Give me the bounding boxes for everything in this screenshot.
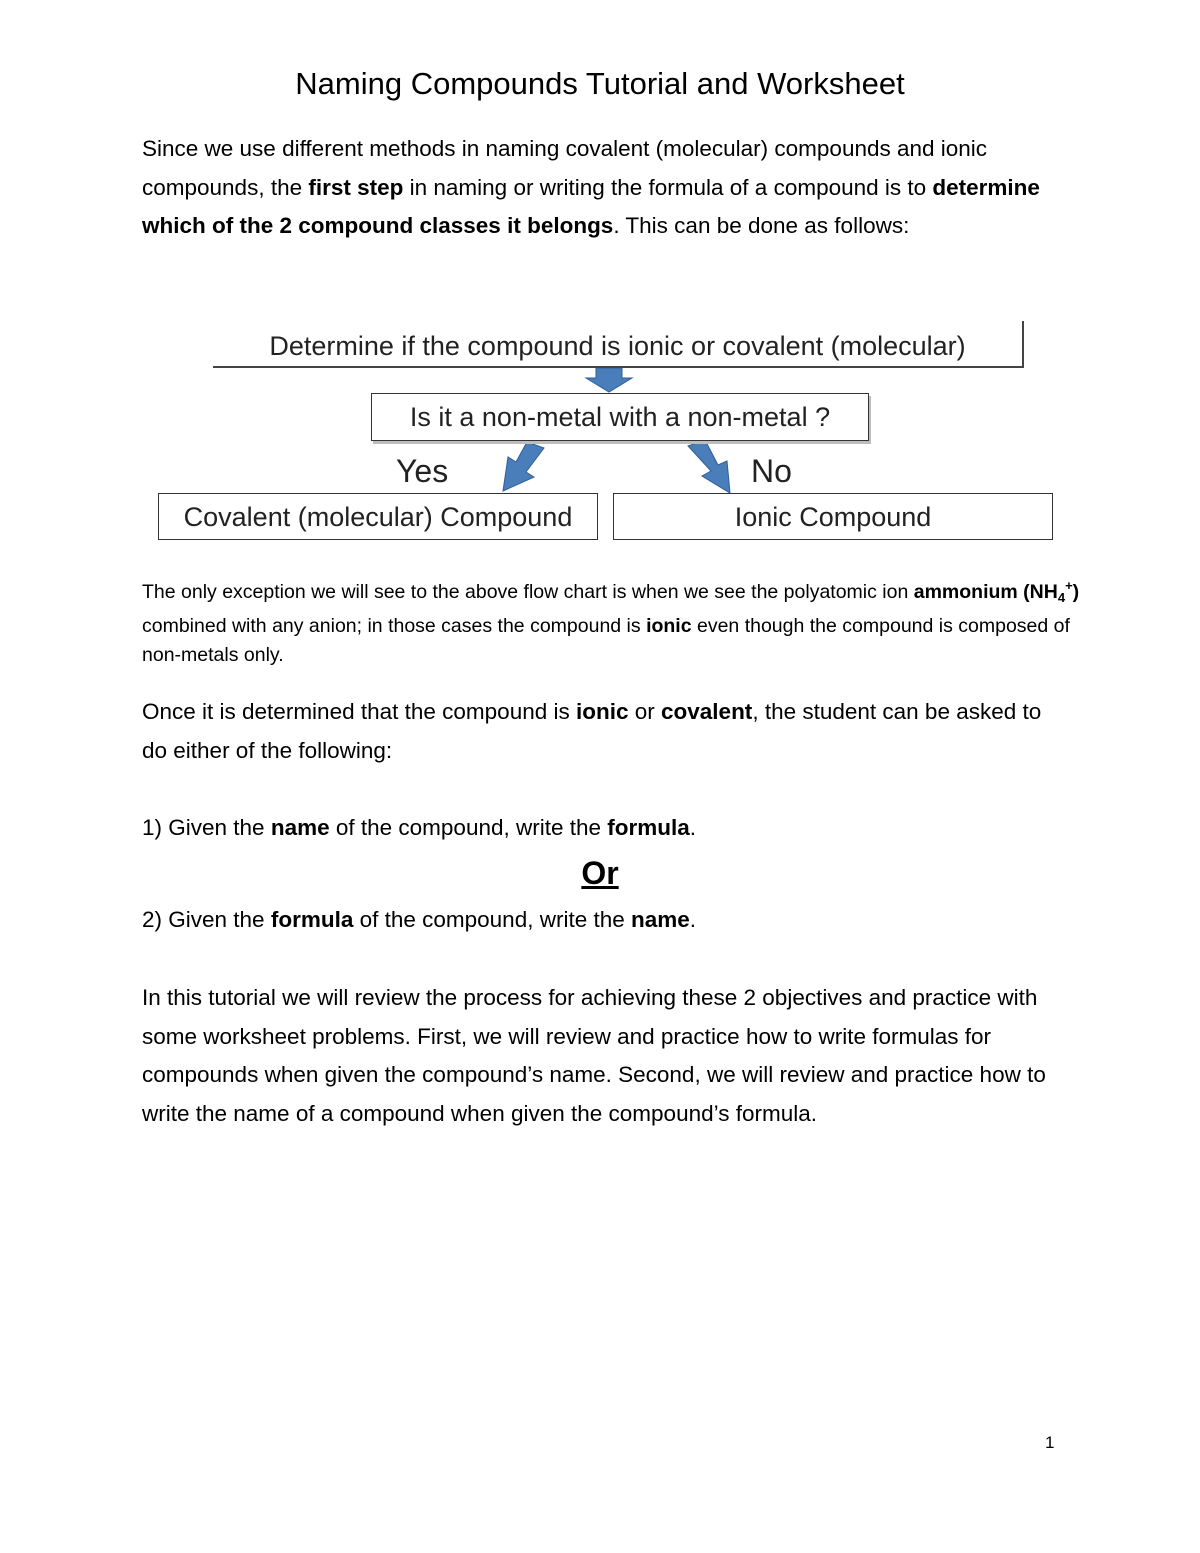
page-title: Naming Compounds Tutorial and Worksheet xyxy=(295,66,905,101)
closing-paragraph: In this tutorial we will review the process for achieving these 2 objectives and practice with some worksheet problems. First, we will review and practice how to write formulas for compounds when given the compound’s name. Second, we will review and practice how to write the name of a compound when given the compound’s formula. xyxy=(142,985,1046,1126)
intro-bold-1: first step xyxy=(308,174,404,200)
objective-2-bold-2: name xyxy=(631,907,690,932)
once-text-2: or xyxy=(628,699,662,724)
yes-arrow-icon xyxy=(503,442,544,491)
objective-2 xyxy=(142,903,696,937)
down-arrow-icon xyxy=(586,368,632,392)
exception-text-2: combined with any anion; in those cases the compound is xyxy=(142,615,647,637)
objective-1-text-2: of the compound, write the xyxy=(329,815,608,840)
once-text-1: Once it is determined that the compound is xyxy=(142,699,576,724)
objective-2-bold-1: formula xyxy=(270,907,354,932)
once-paragraph xyxy=(142,693,1072,770)
objective-1-bold-2: formula xyxy=(607,815,690,840)
exception-text-1: The only exception we will see to the above flow chart is when we see the polyatomic ion xyxy=(142,581,914,603)
exception-bold-ionic: ionic xyxy=(646,615,692,637)
exception-superscript: + xyxy=(1065,578,1073,593)
intro-bold-2: determine which of the 2 compound classes it belongs xyxy=(142,174,1040,238)
ionic-compound-box: Ionic Compound xyxy=(613,493,1053,540)
flowchart-yes-label: Yes xyxy=(396,453,449,489)
exception-bold-close: ) xyxy=(1072,581,1080,603)
objective-1 xyxy=(142,811,696,845)
exception-note xyxy=(142,571,1082,670)
objective-1-text-1: 1) Given the xyxy=(142,815,271,840)
no-arrow-icon xyxy=(688,440,730,493)
objective-2-text-1: 2) Given the xyxy=(142,907,271,932)
exception-bold-ammonium: ammonium (NH xyxy=(913,581,1058,603)
flowchart-no-label: No xyxy=(751,453,792,489)
flowchart-top-step: Determine if the compound is ionic or covalent (molecular) xyxy=(213,321,1024,368)
once-bold-ionic: ionic xyxy=(575,699,629,724)
objective-1-bold-1: name xyxy=(270,815,330,840)
page-number: 1 xyxy=(1045,1433,1055,1452)
exception-subscript: 4 xyxy=(1057,590,1066,605)
objective-1-text-3: . xyxy=(689,815,697,840)
covalent-compound-box: Covalent (molecular) Compound xyxy=(158,493,598,540)
intro-text-3: . This can be done as follows: xyxy=(613,213,910,238)
once-text-3: , the student can be asked to do either of the following: xyxy=(142,699,1042,763)
flowchart-question-box: Is it a non-metal with a non-metal ? xyxy=(371,393,869,441)
once-bold-covalent: covalent xyxy=(661,699,753,724)
objective-2-text-2: of the compound, write the xyxy=(353,907,632,932)
exception-text-3: even though the compound is composed of non-metals only. xyxy=(142,615,1070,666)
intro-text-1: Since we use different methods in naming covalent (molecular) compounds and ionic compounds, the xyxy=(142,136,988,200)
or-separator: Or xyxy=(581,855,619,891)
objective-2-text-3: . xyxy=(689,907,697,932)
intro-text-2: in naming or writing the formula of a compound is to xyxy=(403,174,933,200)
